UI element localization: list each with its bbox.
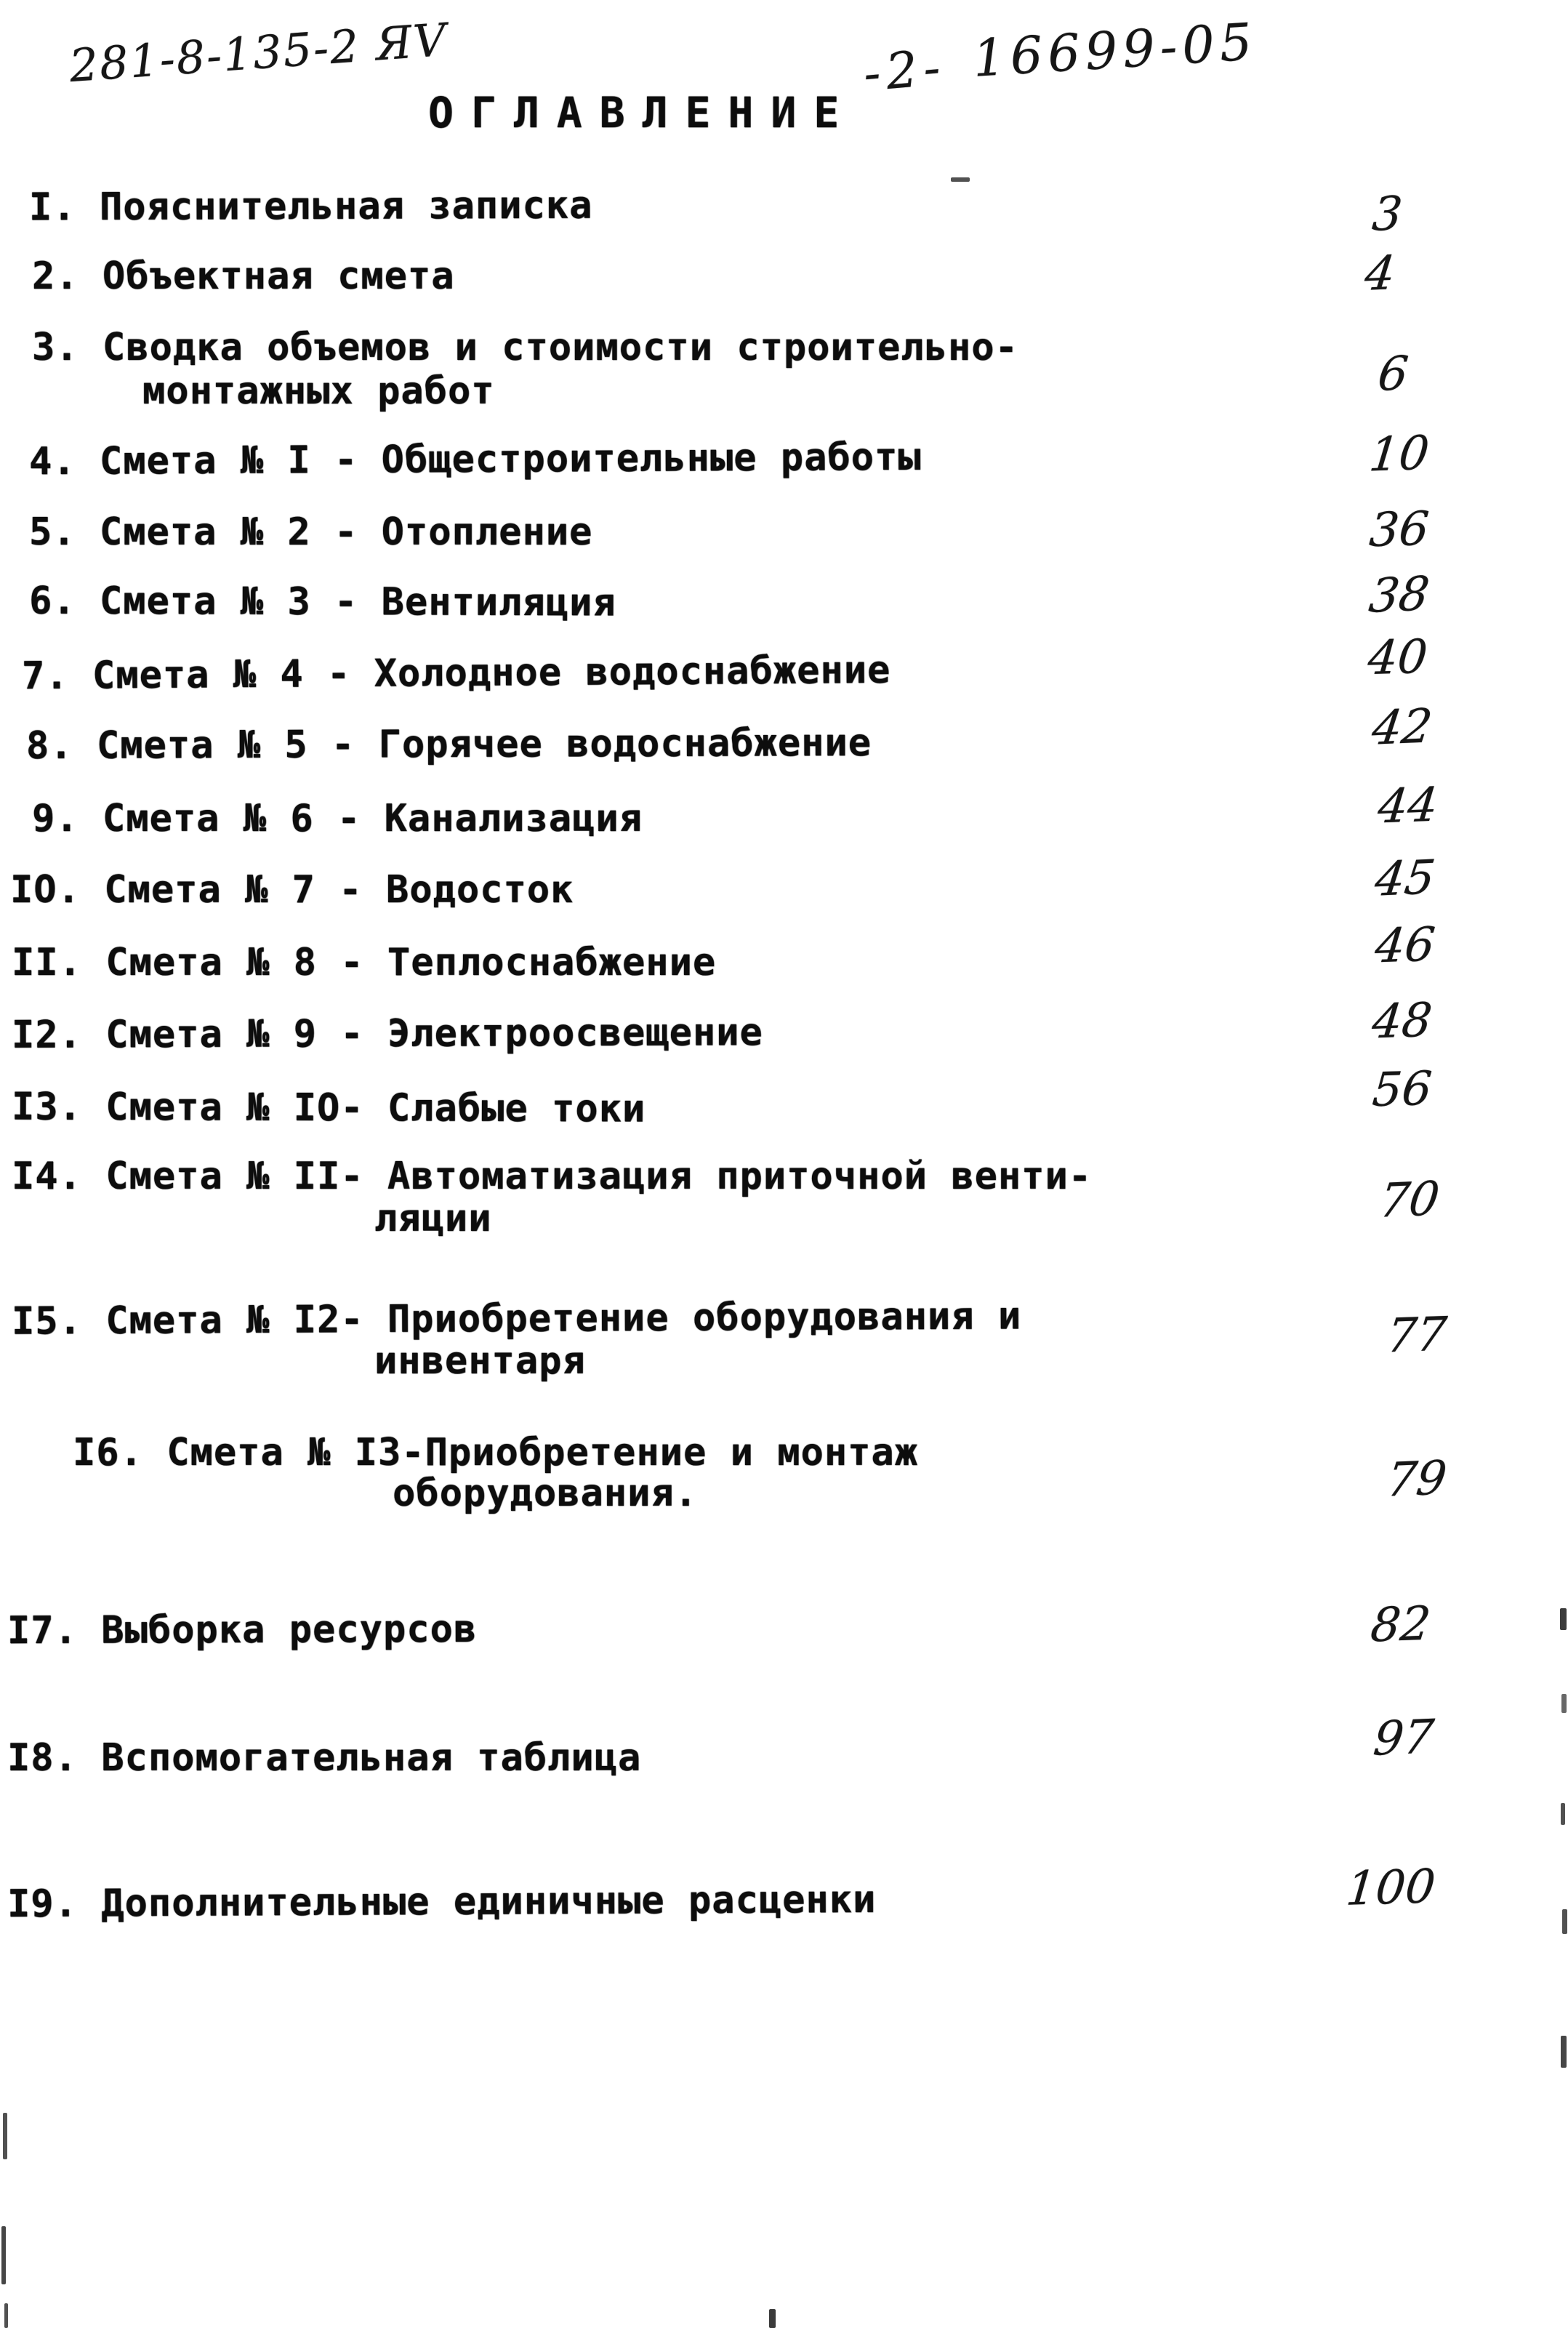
toc-page-number: 82 (1368, 1597, 1434, 1653)
scan-speck (1560, 1608, 1567, 1630)
toc-entry-line: I. Пояснительная записка (28, 183, 593, 230)
toc-entry-line: I9. Дополнительные единичные расценки (7, 1877, 877, 1927)
toc-entry-line: I8. Вспомогательная таблица (7, 1736, 642, 1780)
toc-page-number: 97 (1370, 1710, 1436, 1767)
toc-entry-continuation: ляции (374, 1197, 492, 1240)
toc-page-number: 46 (1372, 918, 1438, 974)
scan-speck (1562, 1909, 1567, 1934)
toc-entry-line: I4. Смета № II- Автоматизация приточной венти- (12, 1155, 1093, 1198)
toc-entry-line: I6. Смета № I3-Приобретение и монтаж (73, 1431, 919, 1474)
toc-entry-line: I7. Выборка ресурсов (7, 1607, 478, 1653)
toc-page-number: 4 (1362, 246, 1399, 302)
toc-entry-line: 9. Смета № 6 - Канализация (32, 797, 643, 840)
toc-page-number: 100 (1343, 1860, 1438, 1916)
toc-entry-line: I2. Смета № 9 - Электроосвещение (11, 1011, 763, 1057)
toc-entry-line: I5. Смета № I2- Приобретение оборудования и (11, 1294, 1022, 1344)
scan-speck (1561, 2036, 1567, 2068)
toc-entry-line: 4. Смета № I - Общестроительные работы (28, 435, 922, 484)
toc-page-number: 42 (1369, 699, 1436, 757)
page-title: ОГЛАВЛЕНИЕ (428, 88, 857, 137)
toc-page-number: 45 (1372, 850, 1439, 908)
toc-page-number: 56 (1370, 1061, 1434, 1118)
scan-speck (1561, 1803, 1565, 1825)
toc-entry-line: 2. Объектная смета (32, 254, 455, 298)
toc-page-number: 38 (1366, 566, 1433, 625)
scan-speck (769, 2309, 776, 2328)
toc-page-number: 48 (1370, 993, 1435, 1050)
toc-page-number: 77 (1384, 1307, 1450, 1364)
toc-entry-line: 7. Смета № 4 - Холодное водоснабжение (21, 648, 891, 699)
toc-page-number: 36 (1367, 502, 1431, 558)
toc-entry-line: 3. Сводка объемов и стоимости строительно- (32, 326, 1018, 369)
scan-speck (951, 177, 970, 182)
toc-page-number: 3 (1370, 187, 1405, 242)
toc-page-number: 70 (1376, 1171, 1443, 1229)
toc-page-number: 10 (1367, 426, 1432, 483)
scan-speck (4, 2303, 8, 2328)
toc-entry-line: 6. Смета № 3 - Вентиляция (28, 579, 616, 625)
toc-entry-line: I3. Смета № IO- Слабые токи (11, 1085, 646, 1131)
toc-entry-line: II. Смета № 8 - Теплоснабжение (12, 941, 717, 984)
scan-speck (3, 2113, 7, 2159)
toc-page-number: 40 (1366, 630, 1430, 686)
toc-entry-continuation: инвентаря (374, 1339, 586, 1383)
toc-entry-line: 8. Смета № 5 - Горячее водоснабжение (25, 721, 872, 768)
toc-page-number: 44 (1375, 778, 1441, 835)
scan-speck (1, 2226, 6, 2284)
header-left-code: 281-8-135-2 ЯV (68, 12, 449, 93)
scan-speck (1561, 1694, 1567, 1713)
toc-entry-line: 5. Смета № 2 - Отопление (29, 510, 593, 554)
header-page-marker: -2- (861, 39, 949, 103)
toc-entry-line: IO. Смета № 7 - Водосток (10, 868, 574, 912)
toc-page-number: 6 (1375, 347, 1411, 402)
toc-page-number: 79 (1383, 1451, 1450, 1508)
toc-entry-continuation: оборудования. (393, 1472, 698, 1515)
toc-entry-continuation: монтажных работ (142, 369, 495, 413)
header-right-code: 16699-05 (970, 12, 1259, 89)
